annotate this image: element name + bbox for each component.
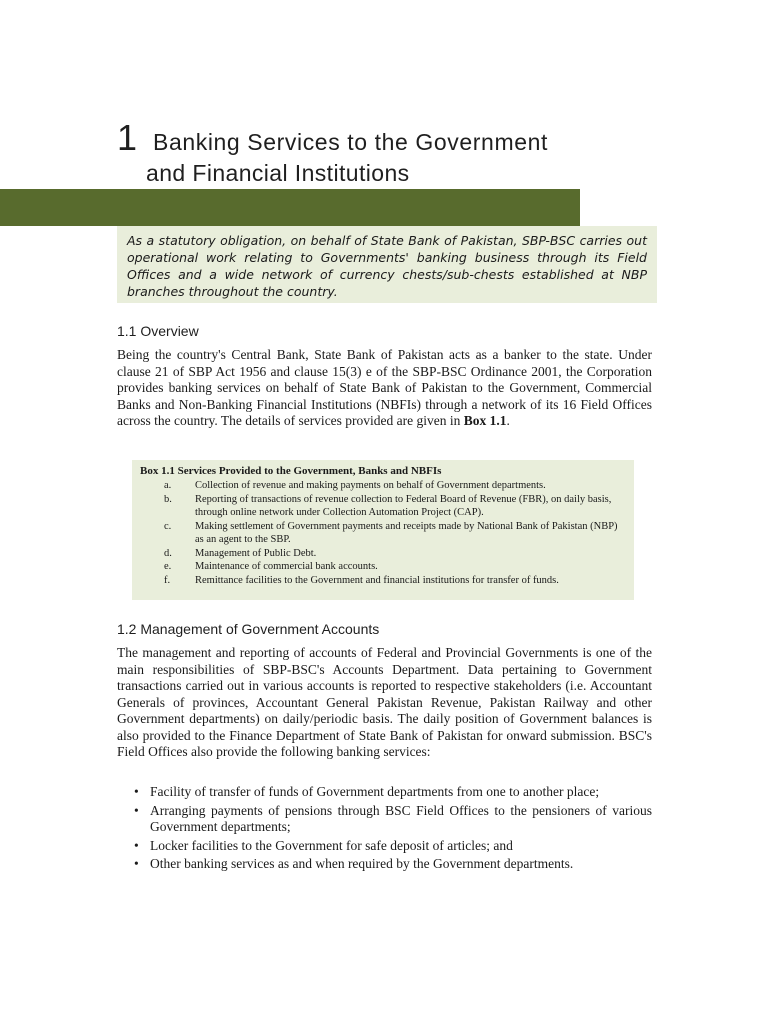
list-item bbox=[117, 856, 652, 873]
section-heading-management: 1.2 Management of Government Accounts bbox=[117, 621, 380, 637]
list-item bbox=[140, 520, 626, 547]
bullet-icon: • bbox=[134, 802, 139, 818]
section-heading-overview: 1.1 Overview bbox=[117, 323, 199, 339]
list-marker: e. bbox=[164, 561, 172, 572]
list-item bbox=[117, 838, 652, 855]
box-reference: Box 1.1 bbox=[463, 413, 507, 428]
list-marker: b. bbox=[164, 493, 172, 505]
chapter-title-line-1: Banking Services to the Government bbox=[153, 129, 548, 155]
list-item-text: Making settlement of Government payments and receipts made by National Bank of Pakistan (NBP) as an agent to the SBP. bbox=[195, 520, 618, 545]
list-marker: c. bbox=[164, 520, 172, 532]
list-item-text: Arranging payments of pensions through BSC Field Offices to the pensioners of various Government departments; bbox=[150, 802, 652, 834]
banking-services-list bbox=[117, 784, 652, 875]
list-item bbox=[140, 493, 626, 520]
list-item bbox=[140, 574, 626, 588]
list-item-text: Other banking services as and when required by the Government departments. bbox=[150, 856, 574, 871]
bullet-icon: • bbox=[134, 784, 139, 799]
intro-summary-box bbox=[117, 226, 657, 303]
management-paragraph: The management and reporting of accounts of Federal and Provincial Governments is one of the main responsibilities of SBP-BSC's Accounts Department. Data pertaining to Government transactions carried out in various accounts is reported to respective stakeholders (i.e. Accountant Generals of provinces, Accountant General Pakistan Revenue, Pakistan Railway and other Government departments) on daily/periodic basis. The daily position of Government balances is also provided to the Finance Department of State Bank of Pakistan for onward submission. BSC's Field Offices also provide the following banking services: bbox=[117, 645, 652, 759]
bullet-icon: • bbox=[134, 837, 139, 853]
overview-end: . bbox=[506, 413, 510, 428]
list-marker: d. bbox=[164, 547, 172, 559]
list-item bbox=[140, 547, 626, 561]
chapter-title-line-2: and Financial Institutions bbox=[146, 160, 410, 186]
list-item bbox=[117, 803, 652, 836]
chapter-number: 1 bbox=[117, 117, 138, 158]
list-item bbox=[117, 784, 652, 801]
overview-text: Being the country's Central Bank, State Bank of Pakistan acts as a banker to the state. Under clause 21 of SBP Act 1956 and clause 15(3) e of the SBP-BSC Ordinance 2001, the Corporation provides banking services on behalf of State Bank of Pakistan to the Government, Commercial Banks and Non-Banking Financial Institutions (NBFIs) through a network of its 16 Field Offices across the country. The details of services provided are given in bbox=[117, 347, 652, 428]
list-item-text: Reporting of transactions of revenue collection to Federal Board of Revenue (FBR), on daily basis, through online network under Collection Automation Project (CAP). bbox=[195, 493, 612, 518]
bullet-icon: • bbox=[134, 856, 139, 871]
services-list bbox=[140, 479, 626, 587]
list-marker: a. bbox=[164, 480, 172, 491]
list-item-text: Locker facilities to the Government for safe deposit of articles; and bbox=[150, 837, 513, 853]
list-item bbox=[140, 560, 626, 574]
services-box bbox=[132, 460, 634, 600]
list-item-text: Remittance facilities to the Government and financial institutions for transfer of funds. bbox=[195, 574, 559, 586]
list-item-text: Facility of transfer of funds of Government departments from one to another place; bbox=[150, 784, 600, 799]
list-item-text: Management of Public Debt. bbox=[195, 547, 317, 559]
list-item-text: Maintenance of commercial bank accounts. bbox=[195, 561, 378, 572]
decorative-green-band bbox=[0, 189, 580, 226]
list-item-text: Collection of revenue and making payments on behalf of Government departments. bbox=[195, 480, 546, 491]
intro-text: As a statutory obligation, on behalf of State Bank of Pakistan, SBP-BSC carries out operational work relating to Governments' banking business through its Field Offices and a wide network of currency chests/sub-chests established at NBP branches throughout the country. bbox=[127, 233, 647, 299]
list-marker: f. bbox=[164, 574, 171, 586]
overview-paragraph bbox=[117, 347, 652, 430]
list-item bbox=[140, 479, 626, 493]
box-title: Box 1.1 Services Provided to the Government, Banks and NBFIs bbox=[140, 465, 442, 477]
